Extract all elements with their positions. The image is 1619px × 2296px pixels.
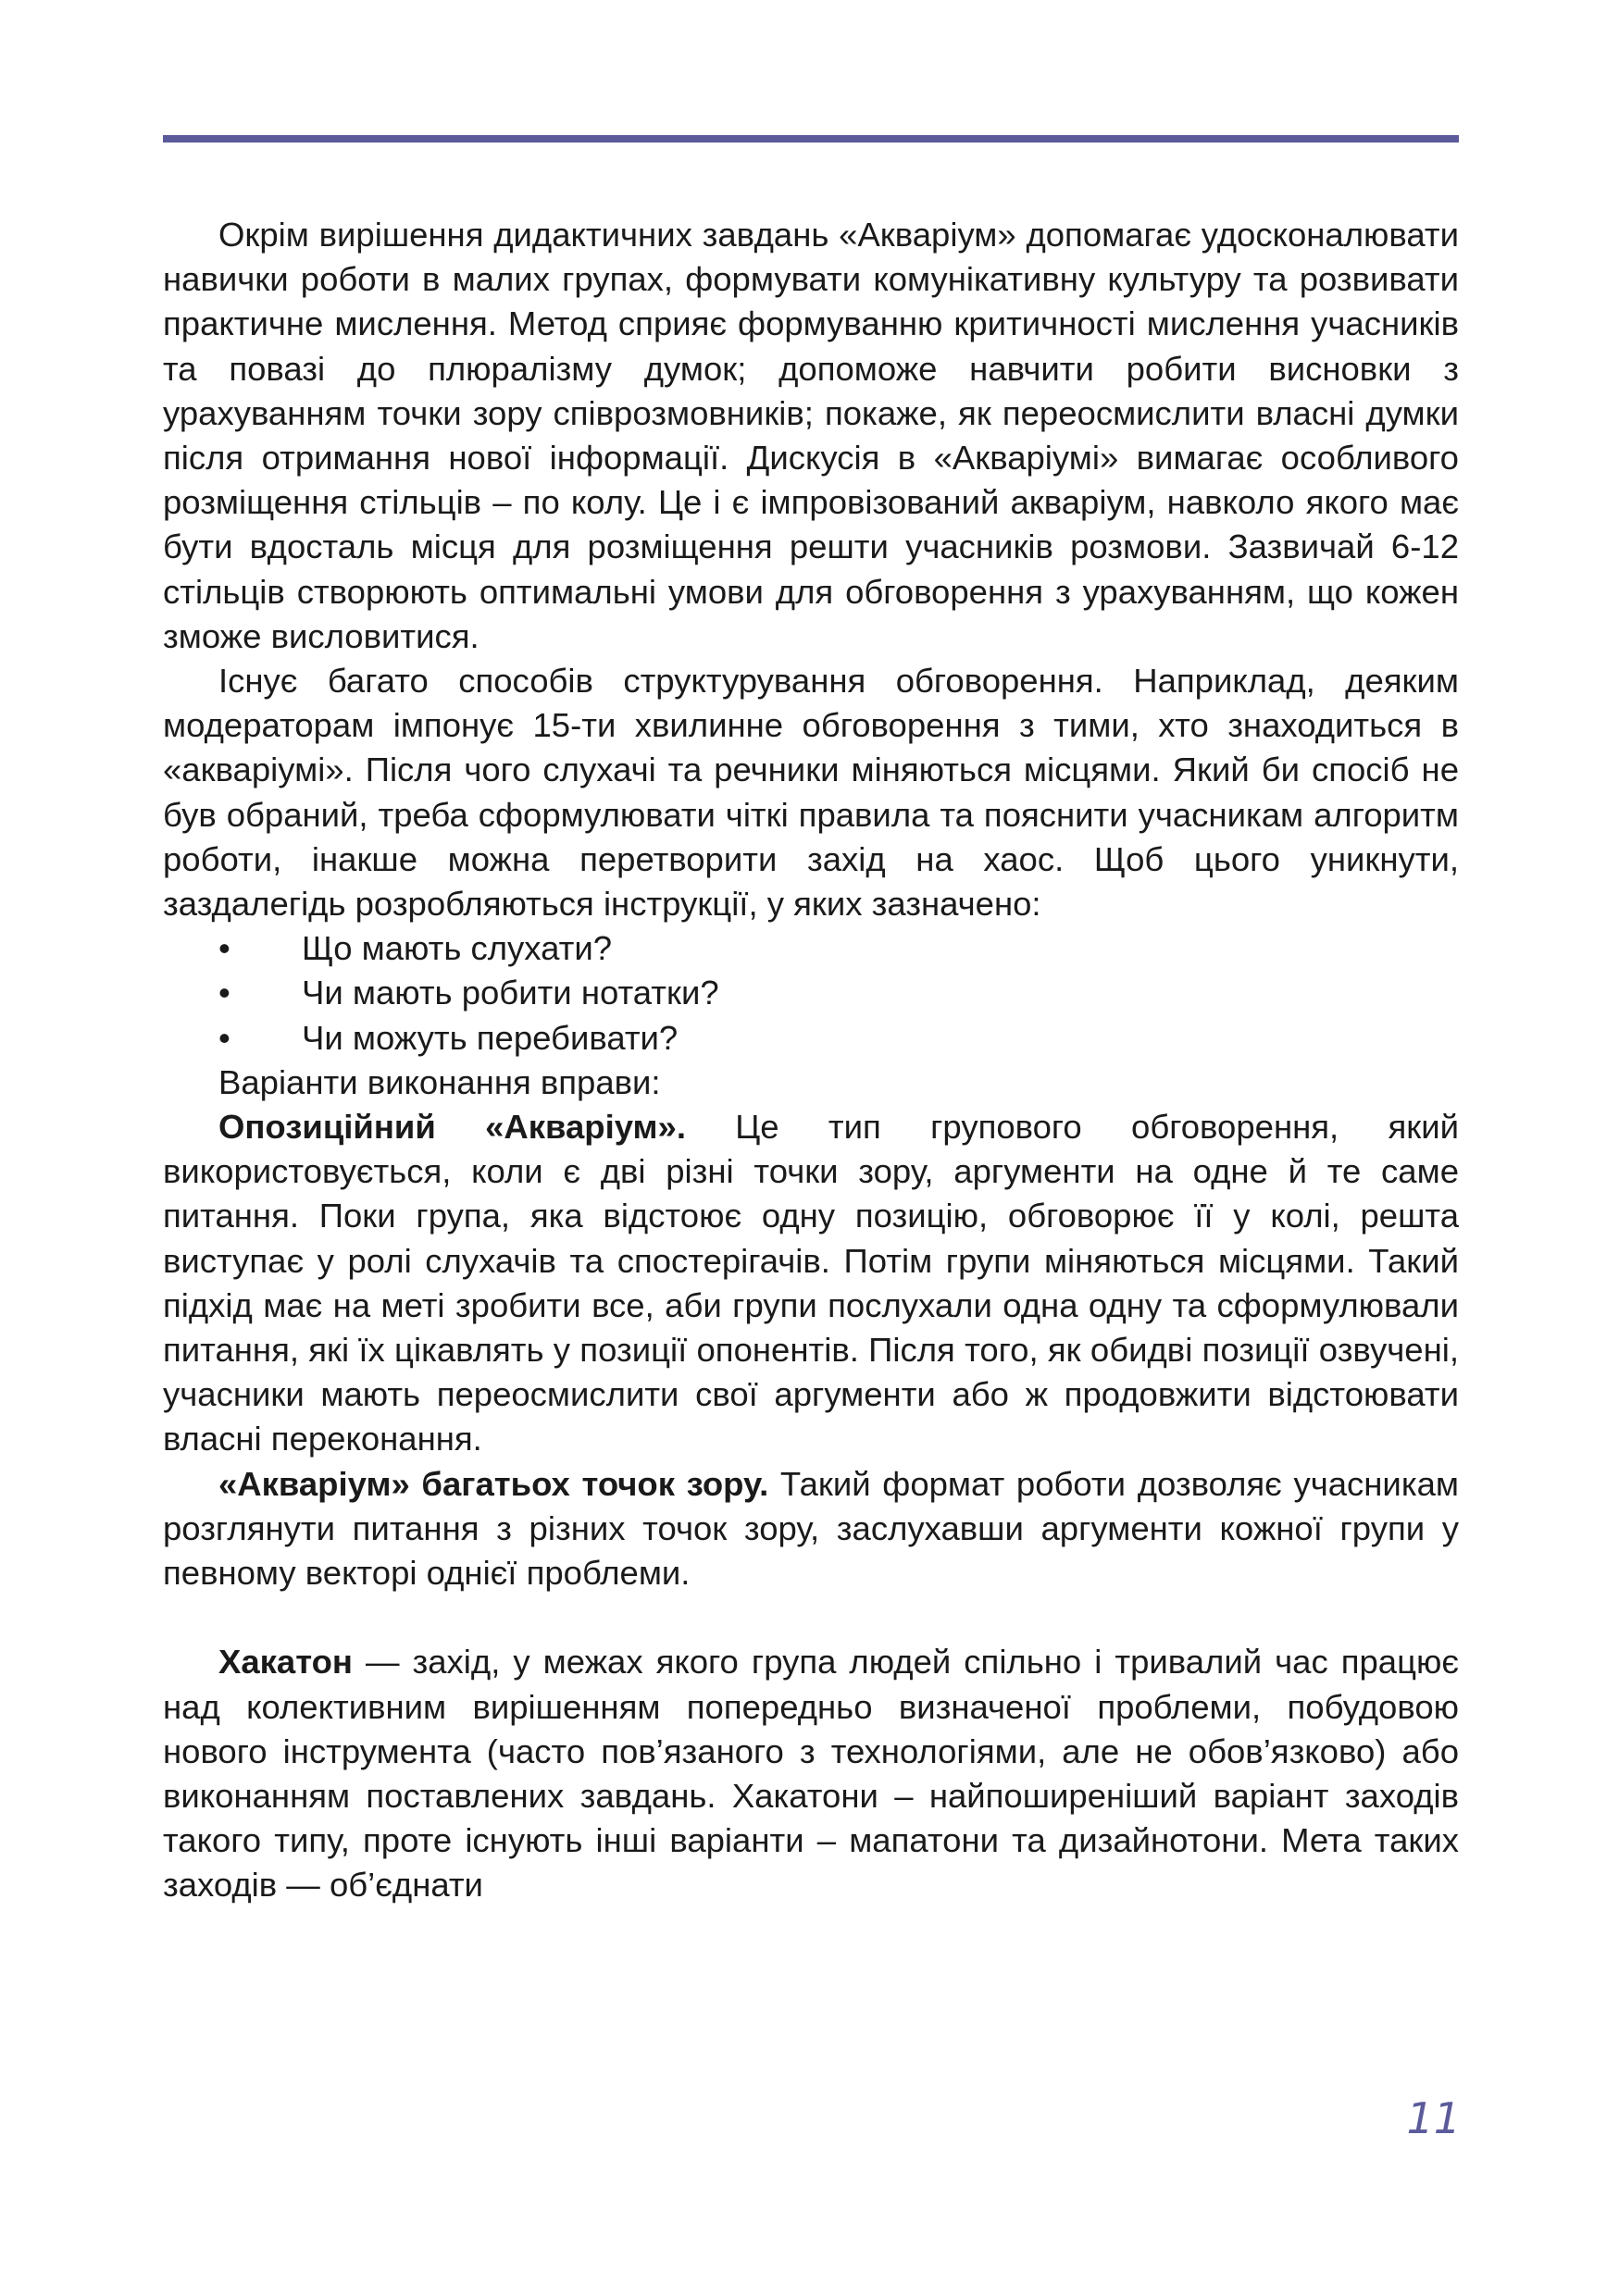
bullet-icon: • [218, 1018, 230, 1057]
term-opposition-aquarium: Опозиційний «Акваріум». [218, 1108, 686, 1147]
bullet-icon: • [218, 929, 230, 968]
term-multi-view-aquarium: «Акваріум» багатьох точок зору. [218, 1464, 769, 1503]
list-item: • Що мають слухати? [163, 926, 1459, 971]
page-body [163, 213, 1459, 1908]
variants-heading: Варіанти виконання вправи: [218, 1062, 661, 1101]
paragraph-opposition-aquarium: Опозиційний «Акваріум». Це тип групового обговорення, який використовується, коли є дві різні точки зору, аргументи на одне й те саме питання. Поки група, яка відстоює одну позицію, обговорює її у колі, решта виступає у ролі слухачів та спостерігачів. Потім групи міняються місцями. Такий підхід має на меті зробити все, аби групи послухали одна одну та сформулювали питання, які їх цікавлять у позиції опонентів. Після того, як обидві позиції озвучені, учасники мають переосмислити свої аргументи або ж продовжити відстоювати власні переконання. [163, 1108, 1459, 1458]
paragraph-hackathon: Хакатон — захід, у межах якого група людей спільно і тривалий час працює над колективним вирішенням попередньо визначеної проблеми, побудовою нового інструмента (часто пов’язаного з технологіями, але не обов’язково) або виконанням поставлених завдань. Хакатони – найпоширеніший варіант заходів такого типу, проте існують інші варіанти – мапатони та дизайнотони. Мета таких заходів — об’єднати [163, 1643, 1459, 1905]
list-item: • Чи можуть перебивати? [163, 1016, 1459, 1061]
term-hackathon: Хакатон [218, 1643, 353, 1682]
instruction-list [163, 926, 1459, 1061]
list-item: • Чи мають робити нотатки? [163, 971, 1459, 1015]
paragraph-aquarium-benefits: Окрім вирішення дидактичних завдань «Акваріум» допомагає удосконалювати навички роботи в малих групах, формувати комунікативну культуру та розвивати практичне мислення. Метод сприяє формуванню критичності мислення учасників та повазі до плюралізму думок; допоможе навчити робити висновки з урахуванням точки зору співрозмовників; покаже, як переосмислити власні думки після отримання нової інформації. Дискусія в «Акваріумі» вимагає особливого розміщення стільців – по колу. Це і є імпровізований акваріум, навколо якого має бути вдосталь місця для розміщення решти учасників розмови. Зазвичай 6-12 стільців створюють оптимальні умови для обговорення з урахуванням, що кожен зможе висловитися. [163, 216, 1459, 655]
bullet-icon: • [218, 974, 230, 1012]
paragraph-structuring: Існує багато способів структурування обговорення. Наприклад, деяким модераторам імпонує 15-ти хвилинне обговорення з тими, хто знаходиться в «акваріумі». Після чого слухачі та речники міняються місцями. Який би спосіб не був обраний, треба сформулювати чіткі правила та пояснити учасникам алгоритм роботи, інакше можна перетворити захід на хаос. Щоб цього уникнути, заздалегідь розробляються інструкції, у яких зазначено: [163, 662, 1459, 924]
page-number: 11 [1406, 2093, 1461, 2143]
paragraph-multi-view-aquarium: «Акваріум» багатьох точок зору. Такий формат роботи дозволяє учасникам розглянути питання з різних точок зору, заслухавши аргументи кожної групи у певному векторі однієї проблеми. [163, 1464, 1459, 1593]
header-rule [163, 135, 1459, 143]
section-spacer [163, 1595, 1459, 1640]
